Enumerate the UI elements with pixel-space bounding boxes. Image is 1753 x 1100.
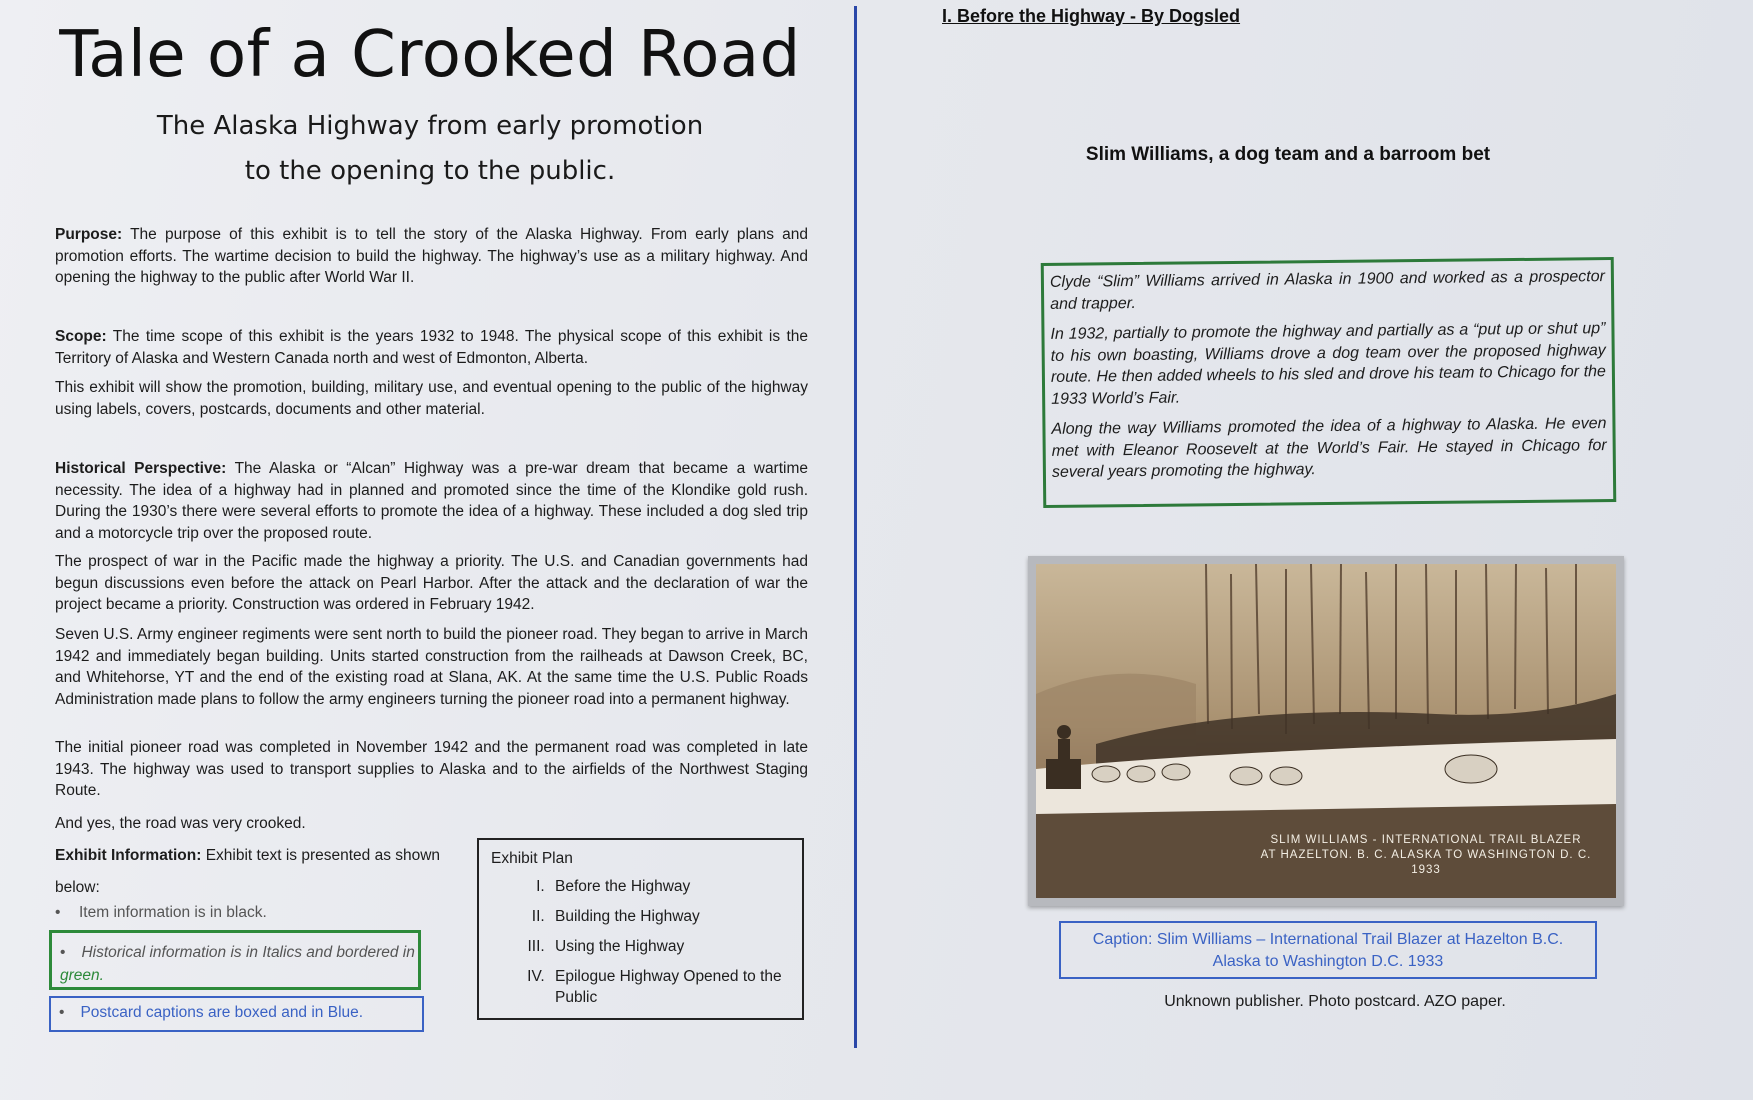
legend-black-text: Item information is in black.	[79, 904, 267, 921]
scope-text: The time scope of this exhibit is the years 1932 to 1948. The physical scope of this exhibit is the Territory of Alaska and Western Canada north and west of Edmonton, Alberta.	[55, 328, 808, 367]
postcard-imprint-line: AT HAZELTON. B. C. ALASKA TO WASHINGTON D. C.	[1260, 849, 1592, 861]
subtitle-line-2: to the opening to the public.	[244, 156, 616, 186]
historical-paragraph: Clyde “Slim” Williams arrived in Alaska in 1900 and worked as a prospector and trapper.	[1049, 268, 1605, 313]
exhibit-info-text: Exhibit text is presented as shown below:	[55, 847, 441, 896]
postcard-imprint-line: 1933	[1411, 864, 1441, 876]
historical-label: Historical Perspective:	[55, 460, 227, 477]
exhibit-plan-list	[491, 876, 790, 1008]
legend-green-word: green.	[60, 967, 104, 984]
page-subtitle	[0, 104, 860, 194]
legend-black-item	[55, 904, 267, 922]
subtitle-line-1: The Alaska Highway from early promotion	[156, 111, 704, 141]
plan-item: III. Using the Highway	[549, 936, 790, 957]
scope-paragraph-2: This exhibit will show the promotion, building, military use, and eventual opening to the public of the highway using labels, covers, postcards, documents and other material.	[55, 379, 808, 418]
caption-line-1: Caption: Slim Williams – International Trail Blazer at Hazelton B.C.	[1092, 931, 1564, 948]
purpose-text: The purpose of this exhibit is to tell the story of the Alaska Highway. From early plans and promotion efforts. The wartime decision to build the highway. The highway’s use as a military highway. And opening the highway to the public after World War II.	[55, 226, 808, 286]
exhibit-plan-box	[477, 838, 804, 1020]
postcard-frame	[1028, 556, 1624, 906]
plan-item: I. Before the Highway	[549, 876, 790, 897]
exhibit-info-label: Exhibit Information:	[55, 847, 202, 864]
historical-paragraph-2: The prospect of war in the Pacific made the highway a priority. The U.S. and Canadian governments had begun discussions even before the attack on Pearl Harbor. After the attack and the declaration of war the project became a priority. Construction was ordered in February 1942.	[55, 553, 808, 613]
postcard-imprint	[1036, 833, 1616, 878]
plan-item: IV. Epilogue Highway Opened to the Public	[549, 966, 790, 1008]
exhibit-information	[55, 840, 445, 904]
historical-paragraph: In 1932, partially to promote the highway and partially as a “put up or shut up” to his own boasting, Williams drove a dog team over the proposed highway route. He then added wheels to his sled and drove his team to Chicago for the 1933 World’s Fair.	[1050, 320, 1606, 408]
historical-paragraph-3: Seven U.S. Army engineer regiments were sent north to build the pioneer road. They began to arrive in March 1942 and immediately began building. Units started construction from the railheads at Dawson Creek, BC, and Whitehorse, YT and the end of the existing road at Slana, AK. At the same time the U.S. Public Roads Administration made plans to follow the army engineers turning the pioneer road into a permanent highway.	[55, 626, 808, 708]
postcard-caption-box	[1059, 921, 1597, 979]
historical-info-box	[1041, 257, 1617, 508]
purpose-label: Purpose:	[55, 226, 123, 243]
plan-item: II. Building the Highway	[549, 906, 790, 927]
bullet-icon: •	[60, 944, 66, 961]
bullet-icon: •	[55, 904, 61, 921]
exhibit-plan-title: Exhibit Plan	[491, 850, 573, 867]
section-heading: I. Before the Highway - By Dogsled	[942, 6, 1241, 26]
legend-blue-text: Postcard captions are boxed and in Blue.	[80, 1004, 364, 1021]
left-page	[0, 0, 860, 1100]
scope-label: Scope:	[55, 328, 107, 345]
historical-paragraph-5: And yes, the road was very crooked.	[55, 815, 306, 832]
historical-text-1: The Alaska or “Alcan” Highway was a pre-war dream that became a wartime necessity. The idea of a highway had in planned and promoted since the time of the Klondike gold rush. During the 1930’s there were several efforts to promote the idea of a highway. These included a dog sled trip and a motorcycle trip over the proposed route.	[55, 460, 809, 542]
legend-green-text: Historical information is in Italics and bordered in	[81, 944, 415, 961]
postcard-photo	[1036, 564, 1616, 898]
caption-line-2: Alaska to Washington D.C. 1933	[1212, 953, 1444, 970]
right-page	[860, 0, 1753, 1100]
purpose-paragraph	[55, 224, 808, 289]
legend-blue-box	[49, 996, 424, 1032]
historical-paragraph: Along the way Williams promoted the idea of a highway to Alaska. He even met with Eleanor Roosevelt at the World’s Fair. He stayed in Chicago for several years promoting the highway.	[1051, 415, 1607, 481]
legend-green-box	[49, 930, 421, 990]
scope-paragraph	[55, 326, 808, 369]
page-title: Tale of a Crooked Road	[59, 18, 801, 92]
historical-paragraph-4: The initial pioneer road was completed in November 1942 and the permanent road was completed in late 1943. The highway was used to transport supplies to Alaska and to the airfields of the Northwest Staging Route.	[55, 739, 808, 799]
historical-paragraph-1	[55, 458, 808, 544]
publisher-note: Unknown publisher. Photo postcard. AZO paper.	[1164, 993, 1506, 1010]
bullet-icon: •	[59, 1004, 65, 1021]
page-heading: Slim Williams, a dog team and a barroom bet	[1085, 144, 1491, 165]
postcard-imprint-line: SLIM WILLIAMS - INTERNATIONAL TRAIL BLAZER	[1270, 834, 1582, 846]
